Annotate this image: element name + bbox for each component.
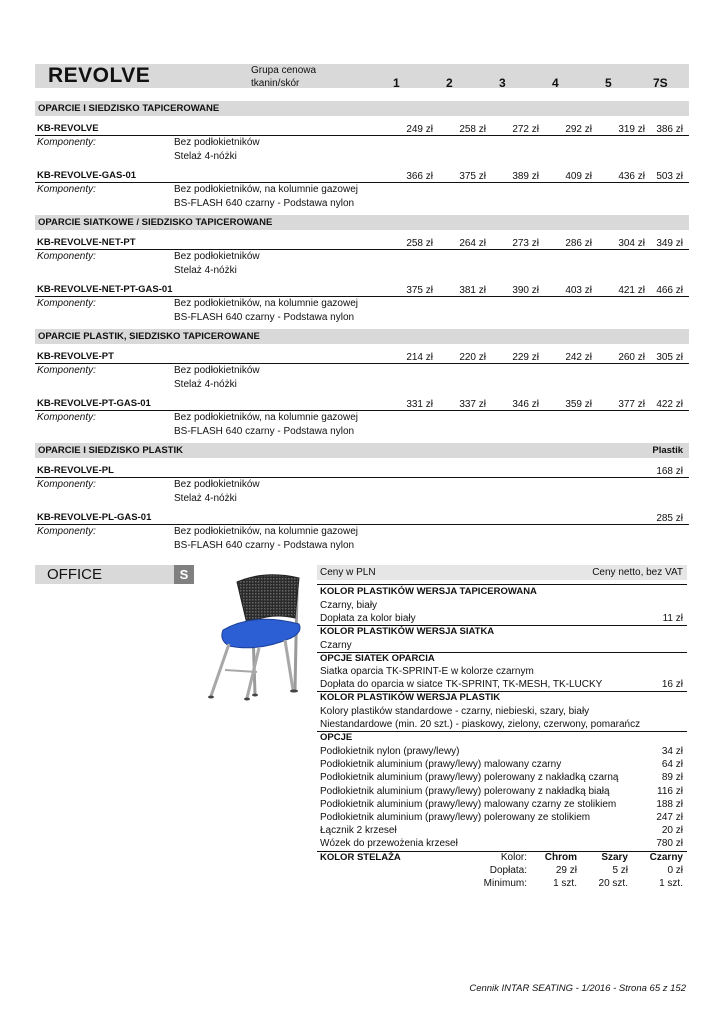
kolor-tap-price: 11 zł [662,613,683,624]
price-cell: 375 zł [406,285,433,296]
price-cell: 260 zł [618,352,645,363]
components-desc [174,478,260,506]
components-line: BS-FLASH 640 czarny - Podstawa nylon [174,426,355,437]
stelaz-title: KOLOR STELAŻA [320,852,401,863]
office-label: OFFICE [47,566,102,583]
price-cell: 409 zł [565,171,592,182]
section-title: OPARCIE PLASTIK, SIEDZISKO TAPICEROWANE [38,331,260,342]
price-cell: 386 zł [656,124,683,135]
option-label: Podłokietnik aluminium (prawy/lewy) polerowany ze stolikiem [320,812,591,823]
section-title: OPARCIE I SIEDZISKO PLASTIK [38,445,183,456]
price-cell: 381 zł [459,285,486,296]
chair-image [195,572,310,702]
group-col-1: 1 [393,76,400,90]
stelaz-cell: 0 zł [667,865,683,876]
components-label: Komponenty: [37,298,96,309]
price-cell: 258 zł [459,124,486,135]
components-label: Komponenty: [37,412,96,423]
product-code: KB-REVOLVE [37,123,99,134]
price-cell: 258 zł [406,238,433,249]
stelaz-cell: 5 zł [612,865,628,876]
components-label: Komponenty: [37,365,96,376]
price-cell: 366 zł [406,171,433,182]
kolor-tap-title: KOLOR PLASTIKÓW WERSJA TAPICEROWANA [320,586,537,597]
kolor-plastik-line2: Niestandardowe (min. 20 szt.) - piaskowy, zielony, czerwony, pomarańcz [320,719,641,730]
product-code: KB-REVOLVE-PL-GAS-01 [37,512,152,523]
components-desc [174,297,358,325]
kolor-plastik-line1: Kolory plastików standardowe - czarny, niebieski, szary, biały [320,706,590,717]
components-line: Bez podłokietników, na kolumnie gazowej [174,184,358,195]
price-cell: 264 zł [459,238,486,249]
product-row [35,512,689,525]
price-cell: 346 zł [512,399,539,410]
opcje-siatek-title: OPCJE SIATEK OPARCIA [320,653,435,664]
components-desc [174,136,260,164]
product-row [35,465,689,478]
option-label: Podłokietnik aluminium (prawy/lewy) polerowany z nakładką czarną [320,772,619,784]
option-label: Podłokietnik aluminium (prawy/lewy) polerowany z nakładką białą [320,785,610,797]
product-row [35,351,689,364]
product-code: KB-REVOLVE-GAS-01 [37,170,137,181]
option-label: Łącznik 2 krzeseł [320,825,397,837]
components-line: Stelaż 4-nóżki [174,493,237,504]
price-cell: 273 zł [512,238,539,249]
price-cell: 331 zł [406,399,433,410]
components-line: Bez podłokietników [174,479,260,490]
option-price: 64 zł [661,759,683,771]
product-row [35,398,689,411]
product-row [35,170,689,183]
price-cell: 349 zł [656,238,683,249]
section-title: OPARCIE I SIEDZISKO TAPICEROWANE [38,103,220,114]
section-price-group: Plastik [652,445,683,456]
opcje-siatek-line1: Siatka oparcia TK-SPRINT-E w kolorze czarnym [320,666,534,677]
option-price: 34 zł [661,746,683,757]
option-label: Podłokietnik nylon (prawy/lewy) [320,746,460,757]
price-cell: 220 zł [459,352,486,363]
currency-note: Ceny w PLN [320,567,376,578]
price-cell: 359 zł [565,399,592,410]
components-line: Bez podłokietników [174,137,260,148]
page-footer: Cennik INTAR SEATING - 1/2016 - Strona 65 z 152 [469,983,686,994]
components-line: Bez podłokietników [174,365,260,376]
section-header [35,101,689,116]
price-cell: 249 zł [406,124,433,135]
price-cell: 503 zł [656,171,683,182]
components-line: Stelaż 4-nóżki [174,265,237,276]
price-group-label [251,64,316,90]
stelaz-cell: 1 szt. [659,878,683,889]
option-label: Podłokietnik aluminium (prawy/lewy) malowany czarny ze stolikiem [320,798,617,810]
stelaz-row-label: Minimum: [483,878,527,889]
stelaz-row-label: Dopłata: [489,865,527,876]
product-code: KB-REVOLVE-PT [37,351,114,362]
group-col-5: 5 [605,76,612,90]
price-cell: 389 zł [512,171,539,182]
price-cell: 286 zł [565,238,592,249]
product-row [35,284,689,297]
price-group-label-line1: Grupa cenowa [251,65,317,76]
price-cell: 242 zł [565,352,592,363]
price-cell: 390 zł [512,285,539,296]
price-cell: 319 zł [618,124,645,135]
price-cell: 292 zł [565,124,592,135]
kolor-siatka-line: Czarny [320,640,352,651]
section-header [35,329,689,344]
stelaz-cell: Szary [601,852,628,863]
product-code: KB-REVOLVE-PT-GAS-01 [37,398,151,409]
price-cell: 285 zł [656,513,683,524]
components-desc [174,364,260,392]
group-col-3: 3 [499,76,506,90]
price-cell: 272 zł [512,124,539,135]
section-header [35,215,689,230]
product-code: KB-REVOLVE-PL [37,465,114,476]
stelaz-row-label: Kolor: [500,852,527,863]
price-cell: 229 zł [512,352,539,363]
components-line: BS-FLASH 640 czarny - Podstawa nylon [174,198,355,209]
components-label: Komponenty: [37,526,96,537]
components-line: Stelaż 4-nóżki [174,151,237,162]
components-desc [174,250,260,278]
net-price-note: Ceny netto, bez VAT [592,567,683,578]
components-label: Komponenty: [37,184,96,195]
section-title: OPARCIE SIATKOWE / SIEDZISKO TAPICEROWANE [38,217,273,228]
divider [317,731,687,732]
price-cell: 436 zł [618,171,645,182]
stelaz-cell: 1 szt. [553,878,577,889]
components-desc [174,411,358,439]
price-cell: 168 zł [656,466,683,477]
option-price: 188 zł [656,798,683,810]
options-header [317,565,687,580]
price-cell: 466 zł [656,285,683,296]
option-price: 780 zł [656,838,683,850]
price-cell: 422 zł [656,399,683,410]
components-line: BS-FLASH 640 czarny - Podstawa nylon [174,312,355,323]
stelaz-cell: Chrom [544,852,577,863]
stelaz-cell: 29 zł [555,865,577,876]
office-badge: S [174,565,194,584]
components-line: Bez podłokietników [174,251,260,262]
kolor-tap-line2: Dopłata za kolor biały [320,613,416,624]
option-price: 247 zł [656,812,683,823]
group-col-4: 4 [552,76,559,90]
stelaz-cell: Czarny [649,852,683,863]
components-line: BS-FLASH 640 czarny - Podstawa nylon [174,540,355,551]
components-line: Bez podłokietników, na kolumnie gazowej [174,412,358,423]
stelaz-cell: 20 szt. [598,878,628,889]
kolor-plastik-title: KOLOR PLASTIKÓW WERSJA PLASTIK [320,692,501,703]
price-cell: 214 zł [406,352,433,363]
option-price: 116 zł [657,785,683,797]
product-code: KB-REVOLVE-NET-PT-GAS-01 [37,284,173,295]
price-cell: 403 zł [565,285,592,296]
option-price: 20 zł [661,825,683,837]
components-line: Bez podłokietników, na kolumnie gazowej [174,298,358,309]
components-label: Komponenty: [37,137,96,148]
kolor-tap-line1: Czarny, biały [320,600,378,611]
group-col-7s: 7S [653,76,668,90]
option-label: Wózek do przewożenia krzeseł [320,838,458,850]
opcje-title: OPCJE [320,732,353,743]
price-group-label-line2: tkanin/skór [251,78,300,89]
components-line: Bez podłokietników, na kolumnie gazowej [174,526,358,537]
option-label: Podłokietnik aluminium (prawy/lewy) malowany czarny [320,759,562,771]
price-cell: 375 zł [459,171,486,182]
components-desc [174,183,358,211]
group-col-2: 2 [446,76,453,90]
components-label: Komponenty: [37,479,96,490]
components-label: Komponenty: [37,251,96,262]
opcje-siatek-price: 16 zł [661,679,683,690]
price-cell: 421 zł [618,285,645,296]
price-cell: 337 zł [459,399,486,410]
divider [317,584,687,585]
opcje-siatek-line2: Dopłata do oparcia w siatce TK-SPRINT, TK-MESH, TK-LUCKY [320,679,603,690]
price-cell: 305 zł [656,352,683,363]
product-row [35,123,689,136]
product-title: REVOLVE [48,64,151,87]
price-cell: 304 zł [618,238,645,249]
option-price: 89 zł [661,772,683,784]
section-header [35,443,689,458]
components-desc [174,525,358,553]
product-code: KB-REVOLVE-NET-PT [37,237,136,248]
kolor-siatka-title: KOLOR PLASTIKÓW WERSJA SIATKA [320,626,495,637]
price-cell: 377 zł [618,399,645,410]
product-row [35,237,689,250]
components-line: Stelaż 4-nóżki [174,379,237,390]
